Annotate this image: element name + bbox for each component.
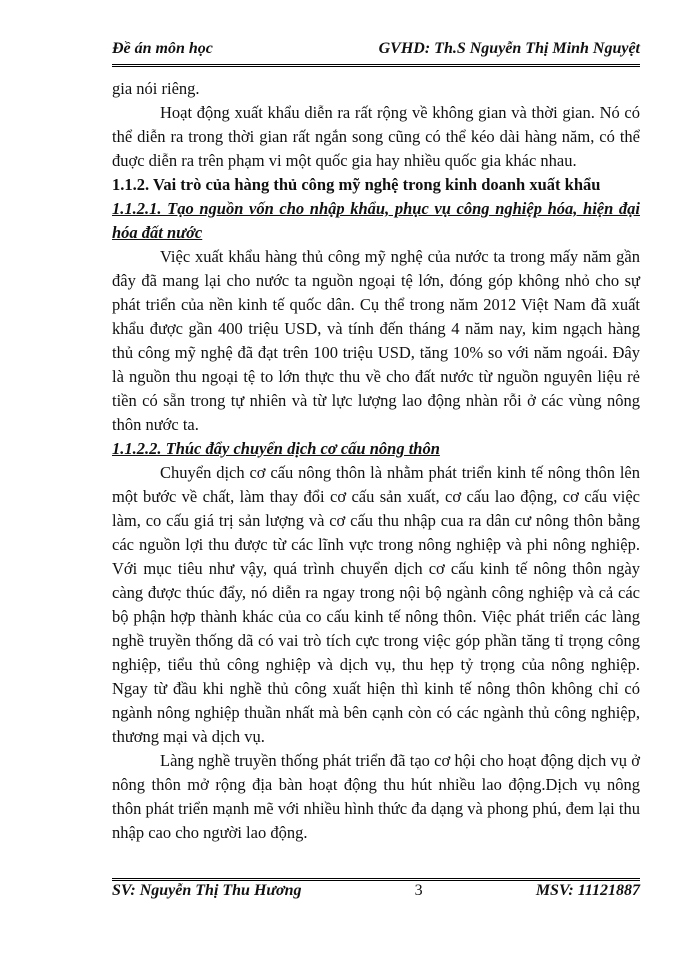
footer-rule (112, 878, 640, 881)
footer-student-name: SV: Nguyễn Thị Thu Hương (112, 882, 302, 899)
paragraph-rural-restructuring: Chuyển dịch cơ cấu nông thôn là nhằm phát triển kinh tế nông thôn lên một bước về chất, làm thay đổi cơ cấu sản xuất, cơ cấu lao động, cơ cấu việc làm, co cấu giá trị sản lượng và cơ cấu thu nhập cua ra dân cư nông thôn bằng các nguồn lợi thu được từ các lĩnh vực trong nông nghiệp và phi nông nghiệp. Với mục tiêu như vậy, quá trình chuyển dịch cơ cấu kinh tế nông thôn ngày càng được thúc đẩy, nó diễn ra ngay trong nội bộ ngành công nghiệp và cả các bộ phận hợp thành khác của co cấu kinh tế nông thôn. Việc phát triển các làng nghề truyền thống dã có vai trò tích cực trong việc góp phần tăng tỉ trọng công nghiệp, tiểu thủ công nghiệp và dịch vụ, thu hẹp tỷ trọng của nông nghiệp. Ngay từ đầu khi nghề thủ công xuất hiện thì kinh tế nông thôn không chỉ có ngành nông nghiệp thuần nhất mà bên cạnh còn có các ngành thủ công nghiệp, thương mại và dịch vụ. (112, 463, 640, 746)
footer-student-id: MSV: 11121887 (535, 882, 640, 899)
header-rule (112, 64, 640, 67)
paragraph-export-revenue: Việc xuất khẩu hàng thủ công mỹ nghệ của nước ta trong mấy năm gần đây đã mang lại cho nước ta nguồn ngoại tệ lớn, đóng góp không nhỏ cho sự phát triển của nền kinh tế quốc dân. Cụ thể trong năm 2012 Việt Nam đã xuất khẩu được gần 400 triệu USD, và tính đến tháng 4 năm nay, kim ngạch hàng thủ công mỹ nghệ đã đạt trên 100 triệu USD, tăng 10% so với năm ngoái. Đây là nguồn thu ngoại tệ to lớn thực thu về cho đất nước từ nguồn nguyên liệu rẻ tiền có sẵn trong tự nhiên và từ lực lượng lao động nhàn rỗi ở các vùng nông thôn nước ta. (112, 247, 640, 434)
page-header (112, 40, 640, 58)
document-body (112, 77, 640, 845)
paragraph-craft-villages: Làng nghề truyền thống phát triển đã tạo cơ hội cho hoạt động dịch vụ ở nông thôn mở rộng địa bàn hoạt động thu hút nhiều lao động.Dịch vụ nông thôn phát triển mạnh mẽ với nhiều hình thức đa dạng và phong phú, đem lại thu nhập cao cho người lao động. (112, 751, 640, 842)
paragraph-export-scope: Hoạt động xuất khẩu diễn ra rất rộng về không gian và thời gian. Nó có thể diễn ra trong thời gian rất ngắn song cũng có thể kéo dài hàng năm, có thể đuợc diễn ra trên phạm vi một quốc gia hay nhiều quốc gia khác nhau. (112, 103, 640, 170)
page-footer (112, 882, 640, 900)
section-heading-1-1-2: 1.1.2. Vai trò của hàng thủ công mỹ nghệ trong kinh doanh xuất khẩu (112, 175, 601, 194)
paragraph-continuation: gia nói riêng. (112, 79, 200, 98)
page-number: 3 (414, 882, 423, 899)
header-course-title: Đề án môn học (112, 40, 213, 57)
subsection-heading-1-1-2-2: 1.1.2.2. Thúc đẩy chuyển dịch cơ cấu nông thôn (112, 439, 440, 458)
subsection-heading-1-1-2-1: 1.1.2.1. Tạo nguồn vốn cho nhập khẩu, phục vụ công nghiệp hóa, hiện đại hóa đất nước (112, 199, 640, 242)
header-supervisor: GVHD: Th.S Nguyễn Thị Minh Nguyệt (378, 40, 640, 57)
